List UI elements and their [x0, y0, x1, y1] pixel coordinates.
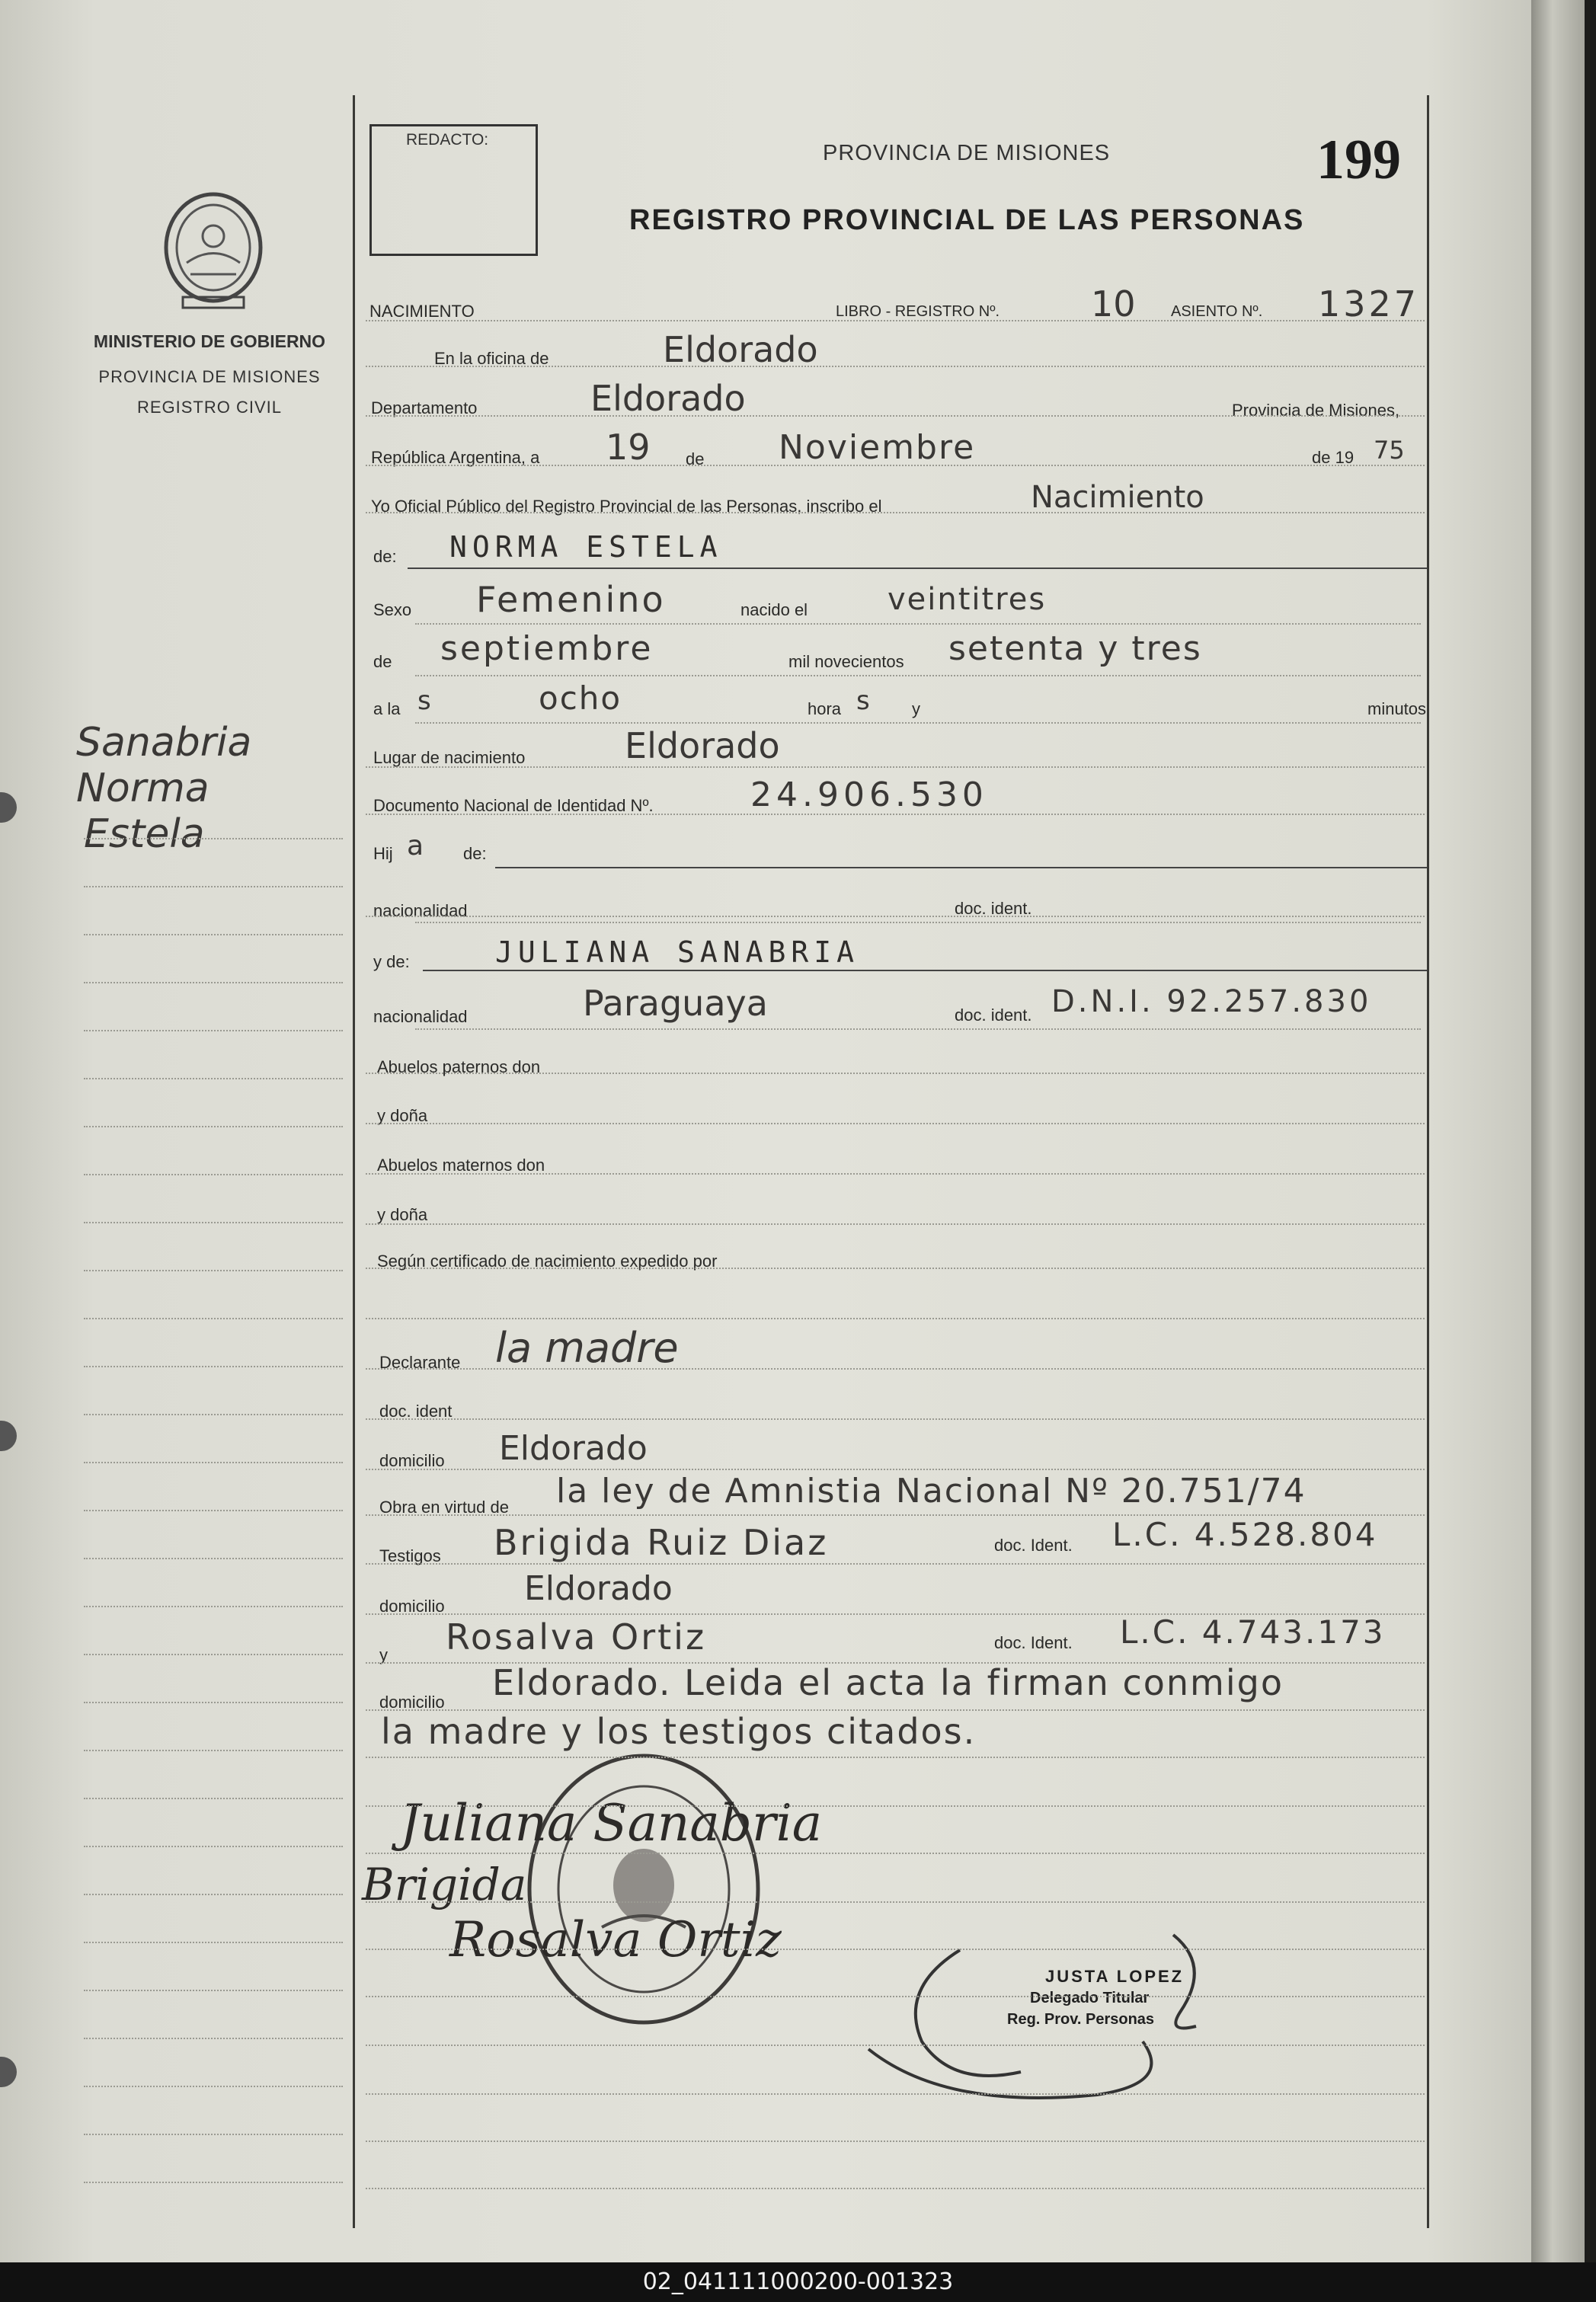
anio-nac-value: setenta y tres [948, 629, 1202, 668]
ydona2-label: y doña [377, 1205, 428, 1224]
cierre-line2: la madre y los testigos citados. [381, 1711, 977, 1752]
main-left-rule [353, 95, 355, 2228]
de4-label: de: [463, 844, 487, 863]
ydona1-label: y doña [377, 1106, 428, 1125]
dni-value: 24.906.530 [750, 775, 988, 814]
anio-value: 75 [1374, 436, 1405, 465]
left-ruled-line [84, 1990, 343, 1991]
y2-label: y [379, 1645, 388, 1664]
mes-nac-value: septiembre [440, 629, 654, 668]
y-label: y [912, 699, 920, 718]
left-civil-registry: REGISTRO CIVIL [136, 398, 283, 417]
left-ruled-line [84, 1702, 343, 1703]
left-ruled-line [84, 1030, 343, 1031]
left-ruled-line [84, 1414, 343, 1415]
left-ruled-line [84, 1462, 343, 1463]
sexo-label: Sexo [373, 600, 412, 619]
yde-label: y de: [373, 952, 410, 971]
left-ruled-line [84, 1558, 343, 1559]
provincial-seal-icon [156, 190, 270, 312]
hij-label: Hij [373, 844, 393, 863]
left-ruled-line [84, 934, 343, 935]
margin-note-line: Sanabria [76, 720, 252, 766]
body-ruled-line [366, 1949, 1425, 1950]
redacto-box [369, 124, 538, 256]
left-ruled-line [84, 1654, 343, 1655]
margin-note-line: Norma [76, 766, 209, 811]
ala-label: a la [373, 699, 401, 718]
left-ruled-line [84, 1798, 343, 1799]
body-ruled-line [366, 1173, 1425, 1175]
official-title: Delegado Titular [1030, 1990, 1150, 2006]
left-ruled-line [84, 1174, 343, 1175]
left-ruled-line [84, 1222, 343, 1223]
body-ruled-line [366, 1268, 1425, 1269]
body-ruled-line [366, 1318, 1425, 1319]
asiento-label: ASIENTO Nº. [1171, 303, 1263, 320]
body-ruled-line [366, 1368, 1425, 1370]
body-solid-rule [408, 568, 1427, 569]
ministry-title: MINISTERIO DE GOBIERNO [93, 331, 326, 351]
segun-label: Según certificado de nacimiento expedido por [377, 1252, 718, 1271]
body-ruled-line [366, 2045, 1425, 2046]
oficina-value: Eldorado [663, 329, 818, 370]
binding-hole [0, 792, 17, 823]
nacimiento-label: NACIMIENTO [369, 302, 475, 321]
margin-note-line: Estela [84, 811, 205, 857]
docident5-label: doc. Ident. [994, 1633, 1073, 1652]
left-ruled-line [84, 1318, 343, 1319]
body-ruled-line [366, 1123, 1425, 1124]
mes-value: Noviembre [779, 428, 976, 467]
left-ruled-line [84, 1942, 343, 1943]
registry-heading: REGISTRO PROVINCIAL DE LAS PERSONAS [629, 204, 1305, 236]
declarante-label: Declarante [379, 1353, 461, 1372]
body-ruled-line [415, 722, 1421, 724]
body-ruled-line [366, 1514, 1425, 1516]
oficina-label: En la oficina de [434, 349, 549, 368]
left-ruled-line [84, 1750, 343, 1751]
image-caption: 02_041111000200-001323 [0, 2262, 1596, 2302]
acto-value: Nacimiento [1031, 480, 1204, 515]
minutos-label: minutos [1367, 699, 1427, 718]
abuelos-paternos-label: Abuelos paternos don [377, 1057, 541, 1076]
body-ruled-line [366, 814, 1425, 815]
declarante-value: la madre [495, 1324, 679, 1372]
departamento-label: Departamento [371, 398, 478, 417]
testigo1-doc: L.C. 4.528.804 [1112, 1516, 1378, 1553]
body-ruled-line [366, 366, 1425, 367]
official-stamp-icon [518, 1744, 769, 2034]
domicilio2-label: domicilio [379, 1597, 445, 1616]
body-ruled-line [366, 1073, 1425, 1074]
left-ruled-line [84, 1078, 343, 1079]
left-ruled-line [84, 1366, 343, 1367]
asiento-value: 1327 [1318, 283, 1420, 325]
body-ruled-line [366, 766, 1425, 768]
docident4-label: doc. Ident. [994, 1536, 1073, 1555]
oficial-label: Yo Oficial Público del Registro Provincial de las Personas, inscribo el [371, 497, 882, 516]
body-ruled-line [366, 1805, 1425, 1807]
cierre-line1: Eldorado. Leida el acta la firman conmigo [492, 1662, 1284, 1703]
testigo2-value: Rosalva Ortiz [446, 1616, 707, 1658]
anio-label: de 19 [1312, 448, 1355, 467]
left-ruled-line [84, 1606, 343, 1607]
hora-label: hora [808, 699, 842, 718]
body-ruled-line [366, 1469, 1425, 1470]
signature-witness1: Brigida [362, 1859, 527, 1910]
nacionalidad2-label: nacionalidad [373, 1007, 468, 1026]
testigos-label: Testigos [379, 1546, 441, 1565]
nombre-value: NORMA ESTELA [449, 530, 723, 564]
nacido-label: nacido el [740, 600, 808, 619]
left-ruled-line [84, 1846, 343, 1847]
testigo1-value: Brigida Ruiz Diaz [494, 1522, 829, 1563]
left-ruled-line [84, 2182, 343, 2183]
domicilio1-label: domicilio [379, 1451, 445, 1470]
body-ruled-line [415, 1028, 1421, 1030]
binding-hole [0, 2057, 17, 2087]
official-office: Reg. Prov. Personas [1007, 2011, 1155, 2028]
body-ruled-line [366, 916, 1425, 917]
body-solid-rule [495, 867, 1427, 868]
body-ruled-line [366, 465, 1425, 466]
de-label: de [686, 449, 705, 468]
body-ruled-line [366, 1853, 1425, 1854]
docident-label: doc. ident. [955, 899, 1032, 918]
body-ruled-line [415, 675, 1421, 676]
docident3-label: doc. ident [379, 1402, 453, 1421]
signature-witness2: Rosalva Ortiz [449, 1912, 782, 1968]
dia-value: 19 [606, 427, 651, 468]
de3-label: de [373, 652, 392, 671]
left-ruled-line [84, 1270, 343, 1271]
left-ruled-line [84, 886, 343, 887]
domicilio3-label: domicilio [379, 1693, 445, 1712]
ala-suffix: s [417, 686, 431, 716]
left-ruled-line [84, 1894, 343, 1895]
sexo-value: Femenino [476, 579, 666, 620]
body-ruled-line [366, 1613, 1425, 1615]
libro-label: LIBRO - REGISTRO Nº. [836, 303, 1000, 320]
docident2-label: doc. ident. [955, 1006, 1032, 1025]
mil-label: mil novecientos [788, 652, 904, 671]
province-heading: PROVINCIA DE MISIONES [823, 141, 1111, 165]
left-province: PROVINCIA DE MISIONES [98, 367, 321, 386]
body-ruled-line [366, 415, 1425, 417]
body-ruled-line [366, 1709, 1425, 1711]
left-ruled-line [84, 838, 343, 839]
body-ruled-line [366, 512, 1425, 513]
lugar-value: Eldorado [625, 725, 780, 766]
folio-number: 199 [1316, 129, 1401, 191]
left-ruled-line [84, 2134, 343, 2135]
body-ruled-line [366, 1757, 1425, 1758]
lugar-label: Lugar de nacimiento [373, 748, 526, 767]
signature-mother: Juliana Sanabria [400, 1794, 823, 1853]
body-ruled-line [366, 1223, 1425, 1225]
body-ruled-line [366, 1563, 1425, 1565]
de2-label: de: [373, 547, 397, 566]
body-ruled-line [366, 1996, 1425, 1997]
domicilio1-value: Eldorado [499, 1429, 648, 1468]
body-ruled-line [415, 922, 1421, 923]
obra-value: la ley de Amnistia Nacional Nº 20.751/74 [556, 1472, 1307, 1511]
body-ruled-line [366, 2188, 1425, 2189]
binding-hole [0, 1421, 17, 1451]
redacto-label: REDACTO: [406, 131, 489, 149]
libro-value: 10 [1091, 283, 1136, 325]
book-edge [1531, 0, 1585, 2262]
official-name: JUSTA LOPEZ [1045, 1967, 1185, 1986]
hij-suffix: a [407, 830, 424, 862]
nacido-value: veintitres [888, 582, 1047, 617]
left-ruled-line [84, 1510, 343, 1511]
nacionalidad-label: nacionalidad [373, 901, 468, 920]
left-ruled-line [84, 2086, 343, 2087]
main-right-rule [1427, 95, 1429, 2228]
body-ruled-line [366, 1418, 1425, 1420]
testigo2-doc: L.C. 4.743.173 [1120, 1613, 1386, 1651]
body-ruled-line [366, 2093, 1425, 2095]
body-ruled-line [366, 2141, 1425, 2142]
body-ruled-line [415, 623, 1421, 625]
body-ruled-line [366, 320, 1425, 321]
departamento-value: Eldorado [590, 378, 746, 419]
republica-label: República Argentina, a [371, 448, 540, 467]
left-ruled-line [84, 1126, 343, 1127]
provincia-label: Provincia de Misiones, [1232, 401, 1400, 420]
madre-value: JULIANA SANABRIA [495, 935, 860, 969]
abuelos-maternos-label: Abuelos maternos don [377, 1156, 545, 1175]
domicilio2-value: Eldorado [524, 1569, 673, 1608]
doc-madre-value: D.N.I. 92.257.830 [1051, 984, 1372, 1019]
body-ruled-line [366, 1662, 1425, 1664]
nacionalidad-madre-value: Paraguaya [583, 983, 768, 1024]
body-ruled-line [366, 1901, 1425, 1903]
hora-value: ocho [539, 679, 622, 717]
obra-label: Obra en virtud de [379, 1498, 509, 1517]
hora-suffix: s [856, 686, 870, 716]
left-ruled-line [84, 2038, 343, 2039]
dni-label: Documento Nacional de Identidad Nº. [373, 796, 654, 815]
body-solid-rule [423, 970, 1427, 971]
left-ruled-line [84, 982, 343, 983]
